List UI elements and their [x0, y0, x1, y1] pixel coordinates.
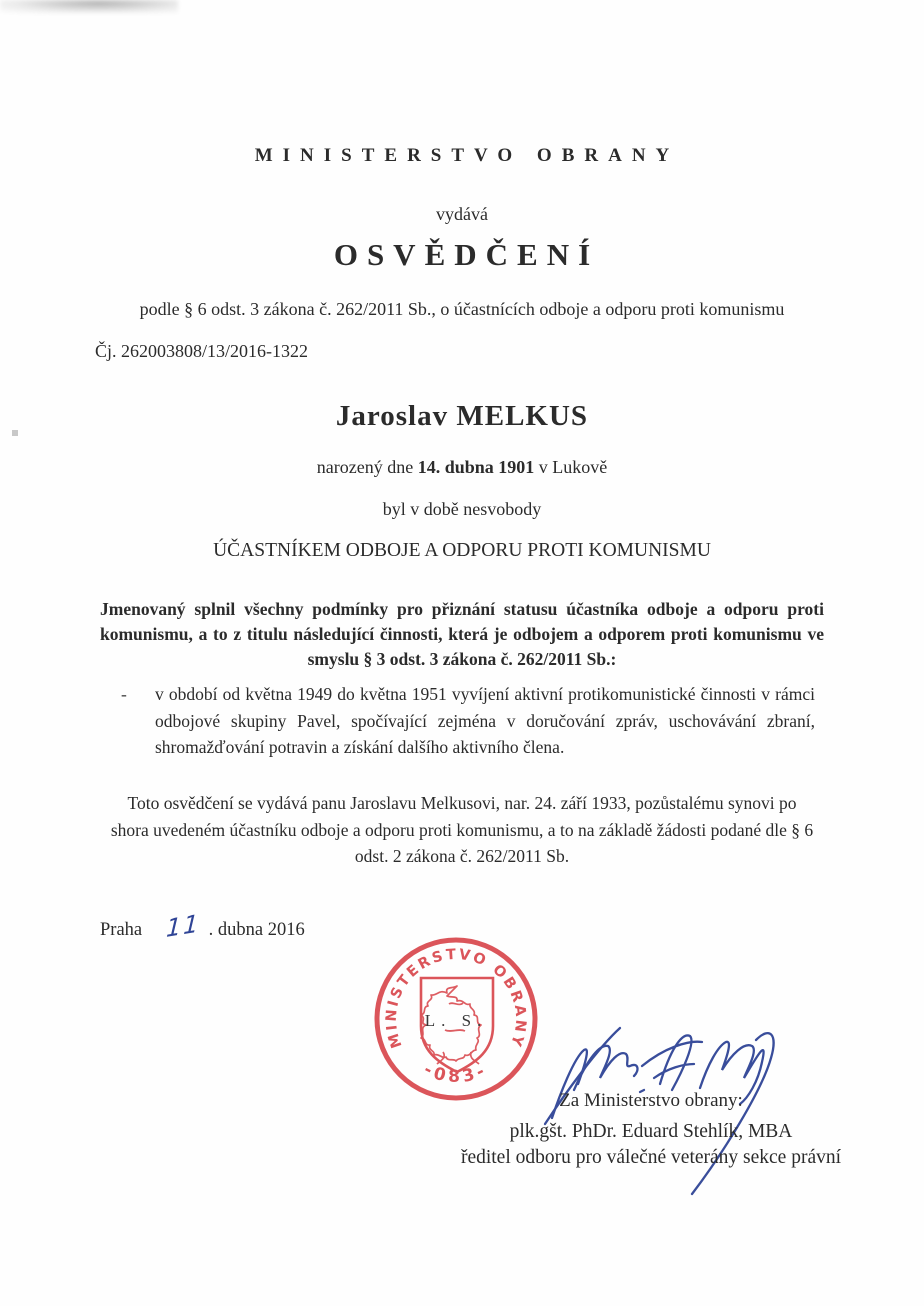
- birth-date: 14. dubna 1901: [417, 457, 535, 477]
- document-title: OSVĚDČENÍ: [333, 237, 600, 272]
- stamp-ring-text: MINISTERSTVO OBRANY: [383, 946, 529, 1051]
- activity-item: [121, 681, 815, 761]
- stamp-number-text: -083-: [420, 1059, 492, 1088]
- scan-speck-artifact: [12, 430, 18, 436]
- reference-number: Čj. 262003808/13/2016-1322: [95, 341, 309, 361]
- list-dash-marker: -: [121, 684, 127, 704]
- signer-name: plk.gšt. PhDr. Eduard Stehlík, MBA: [509, 1121, 793, 1142]
- seal-abbreviation: L. S.: [424, 1011, 488, 1030]
- scan-smudge-artifact: [0, 0, 178, 13]
- signer-title: ředitel odboru pro válečné veterány sekce právní: [460, 1147, 842, 1168]
- holder-name: Jaroslav MELKUS: [335, 400, 589, 432]
- on-behalf-line: Za Ministerstvo obrany:: [559, 1090, 743, 1111]
- conditions-paragraph: Jmenovaný splnil všechny podmínky pro přiznání statusu účastníka odboje a odporu proti komunismu, a to z titulu následující činnosti, která je odbojem a odporem proti komunismu ve smyslu § 3 odst. 3 zákona č. 262/2011 Sb.:: [100, 599, 824, 669]
- issues-word: vydává: [436, 204, 488, 224]
- ministry-header: MINISTERSTVO OBRANY: [254, 145, 680, 166]
- status-title: ÚČASTNÍKEM ODBOJE A ODPORU PROTI KOMUNISMU: [213, 540, 711, 561]
- handwritten-day: 11: [165, 909, 202, 943]
- legal-basis-line: podle § 6 odst. 3 zákona č. 262/2011 Sb., o účastnících odboje a odporu proti komunismu: [139, 299, 785, 319]
- issue-date-line: [100, 909, 305, 943]
- birth-place: v Lukově: [538, 457, 608, 477]
- status-intro: byl v době nesvobody: [382, 499, 542, 519]
- ministry-stamp: [371, 934, 541, 1104]
- issuance-paragraph: Toto osvědčení se vydává panu Jaroslavu Melkusovi, nar. 24. září 1933, pozůstalému synovi po shora uvedeném účastníku odboje a odporu proti komunismu, a to na základě žádosti podané dle § 6 odst. 2 zákona č. 262/2011 Sb.: [110, 793, 814, 866]
- issue-place: Praha: [100, 920, 143, 940]
- activity-text: v období od května 1949 do května 1951 vyvíjení aktivní protikomunistické činnosti v rámci odbojové skupiny Pavel, spočívající zejména v doručování zpráv, uschovávání zbraní, shromažďování potravin a získání dalšího aktivního člena.: [155, 684, 815, 757]
- signature-block: [455, 1090, 847, 1169]
- issue-date-rest: . dubna 2016: [208, 920, 305, 940]
- birth-prefix: narozený dne: [316, 457, 414, 477]
- birth-line: [95, 457, 829, 478]
